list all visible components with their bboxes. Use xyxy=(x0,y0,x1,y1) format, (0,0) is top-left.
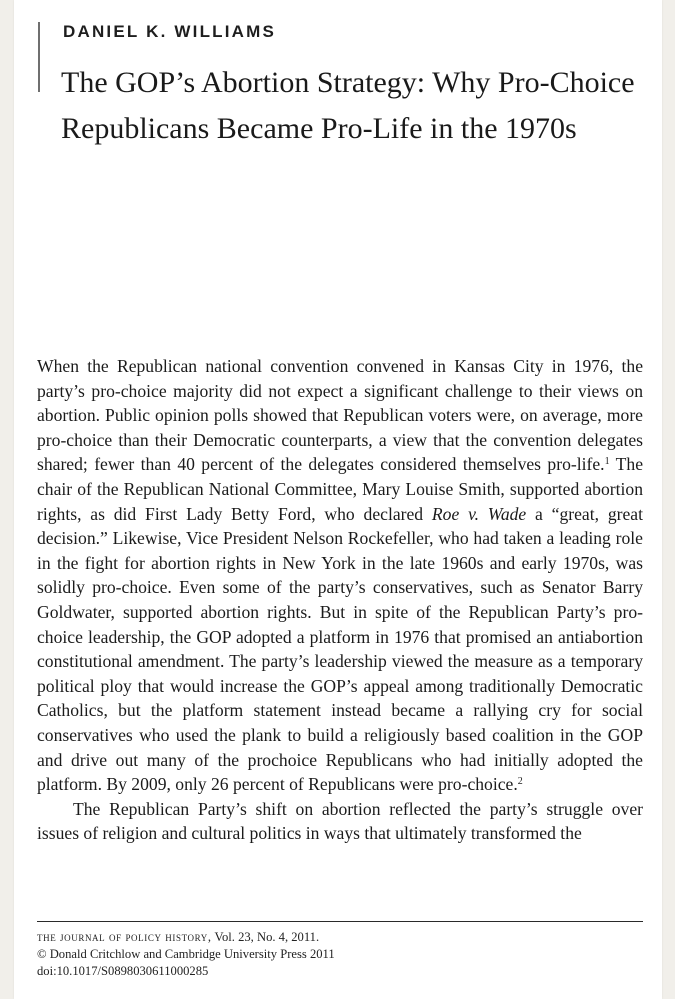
header-vertical-rule xyxy=(38,22,40,92)
page-footer xyxy=(37,929,643,980)
journal-citation xyxy=(37,929,643,946)
paragraph-1-part-c: a “great, great decision.” Likewise, Vice President Nelson Rockefeller, who had taken a leading role in the fight for abortion rights in New York in the late 1960s and early 1970s, was solidly pro-choice. Even some of the party’s conservatives, such as Senator Barry Goldwater, supported abortion rights. But in spite of the Republican Party’s pro-choice leadership, the GOP adopted a platform in 1976 that promised an antiabortion constitutional amendment. The party’s leadership viewed the measure as a temporary political ploy that would increase the GOP’s appeal among traditionally Democratic Catholics, but the platform statement instead became a rallying cry for social conservatives who used the plank to build a religiously based coalition in the GOP and drive out many of the prochoice Republicans who had initially adopted the platform. By 2009, only 26 percent of Republicans were pro-choice. xyxy=(37,503,643,795)
journal-issue: Vol. 23, No. 4, 2011. xyxy=(211,930,320,944)
footer-rule xyxy=(37,921,643,922)
footnote-ref-1[interactable]: 1 xyxy=(604,456,610,468)
journal-name: the journal of policy history, xyxy=(37,930,212,944)
footnote-ref-2[interactable]: 2 xyxy=(517,776,523,788)
article-title: The GOP’s Abortion Strategy: Why Pro-Choice Republicans Became Pro-Life in the 1970s xyxy=(61,66,635,145)
paragraph-2: The Republican Party’s shift on abortion reflected the party’s struggle over issues of religion and cultural politics in ways that ultimately transformed the xyxy=(37,798,643,844)
author-name: DANIEL K. WILLIAMS xyxy=(63,22,277,41)
copyright-line: © Donald Critchlow and Cambridge University Press 2011 xyxy=(37,947,335,961)
journal-page xyxy=(14,0,662,999)
doi-line[interactable]: doi:10.1017/S0898030611000285 xyxy=(37,964,209,978)
paragraph-1-part-a: When the Republican national convention convened in Kansas City in 1976, the party’s pro-choice majority did not expect a significant challenge to their views on abortion. Public opinion polls showed that Republican voters were, on average, more pro-choice than their Democratic counterparts, a view that the convention delegates shared; fewer than 40 percent of the delegates considered themselves pro-life. xyxy=(37,356,643,475)
case-name: Roe v. Wade xyxy=(431,503,527,524)
paragraph-1 xyxy=(37,354,643,797)
paragraph-1-part-b: The chair of the Republican National Committee, Mary Louise Smith, supported abortion rights, as did First Lady Betty Ford, who declared xyxy=(37,454,644,524)
article-body xyxy=(37,354,643,846)
